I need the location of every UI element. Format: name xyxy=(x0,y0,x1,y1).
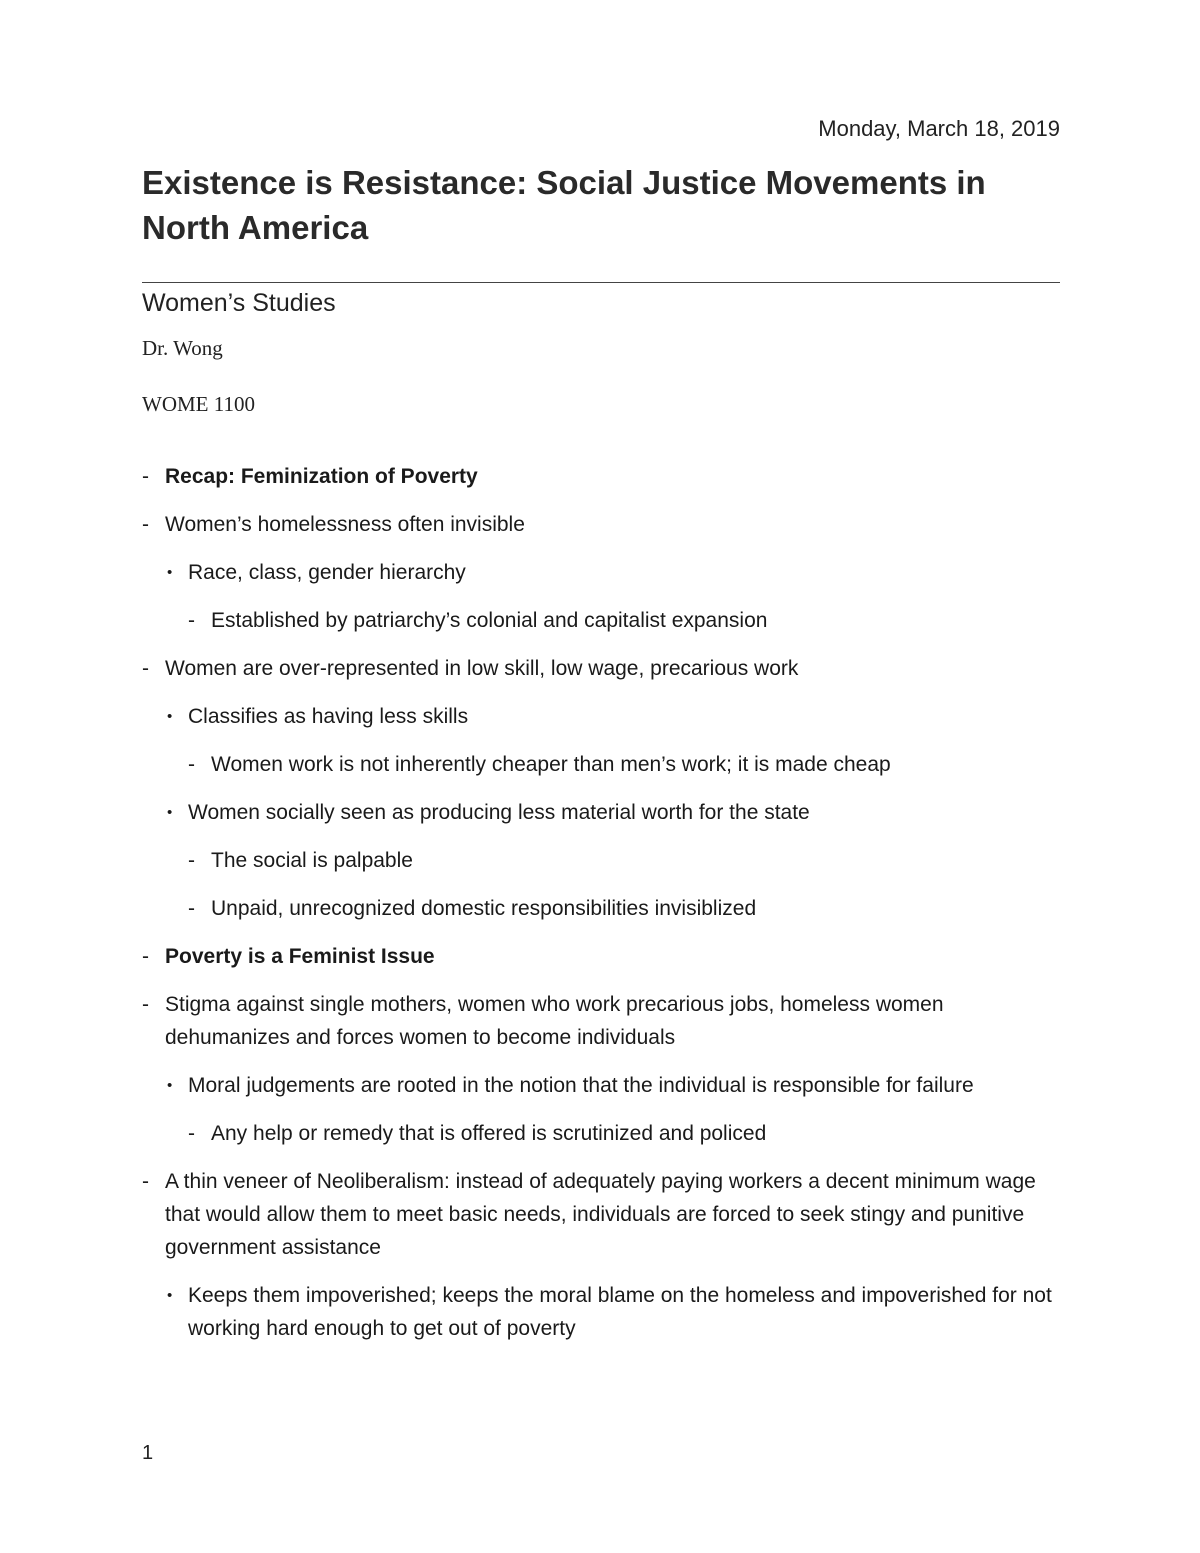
dash-marker: - xyxy=(188,897,195,920)
list-item xyxy=(142,796,1062,829)
list-item xyxy=(142,748,1062,781)
list-item-text: Women’s homelessness often invisible xyxy=(165,513,525,536)
bullet-marker: • xyxy=(167,708,173,725)
dash-marker: - xyxy=(142,993,149,1016)
dash-marker: - xyxy=(142,513,149,536)
bullet-marker: • xyxy=(167,564,173,581)
dash-marker: - xyxy=(188,609,195,632)
list-item-text: Classifies as having less skills xyxy=(188,705,469,728)
list-item xyxy=(142,460,1062,493)
subject-heading: Women’s Studies xyxy=(142,289,336,317)
list-item-text: Established by patriarchy’s colonial and capitalist expansion xyxy=(211,609,768,632)
dash-marker: - xyxy=(188,1122,195,1145)
list-item xyxy=(142,556,1062,589)
professor-name: Dr. Wong xyxy=(142,336,223,360)
course-code: WOME 1100 xyxy=(142,392,255,416)
list-item xyxy=(142,652,1062,685)
list-item xyxy=(142,1279,1062,1345)
dash-marker: - xyxy=(142,657,149,680)
list-item-text: Unpaid, unrecognized domestic responsibilities invisiblized xyxy=(211,897,757,920)
list-item xyxy=(142,940,1062,973)
list-item xyxy=(142,700,1062,733)
list-item xyxy=(142,892,1062,925)
list-item-text: Any help or remedy that is offered is scrutinized and policed xyxy=(211,1122,767,1145)
title-divider xyxy=(142,282,1060,283)
list-item-text: Keeps them impoverished; keeps the moral blame on the homeless and impoverished for not working hard enough to get out of poverty xyxy=(188,1284,1052,1340)
list-item xyxy=(142,1117,1062,1150)
list-item-text: Race, class, gender hierarchy xyxy=(188,561,466,584)
list-item-text: Women work is not inherently cheaper than men’s work; it is made cheap xyxy=(211,753,891,776)
list-item-text: Moral judgements are rooted in the notion that the individual is responsible for failure xyxy=(188,1074,974,1097)
dash-marker: - xyxy=(142,945,149,968)
lecture-date: Monday, March 18, 2019 xyxy=(818,116,1060,141)
list-item-text: A thin veneer of Neoliberalism: instead of adequately paying workers a decent minimum wage that would allow them to meet basic needs, individuals are forced to seek stingy and punitive government assistance xyxy=(165,1170,1036,1259)
list-item xyxy=(142,1069,1062,1102)
dash-marker: - xyxy=(142,465,149,488)
list-item xyxy=(142,1165,1062,1264)
page-title: Existence is Resistance: Social Justice Movements in North America xyxy=(142,164,986,246)
bullet-marker: • xyxy=(167,1287,173,1304)
dash-marker: - xyxy=(188,849,195,872)
lecture-notes-list xyxy=(142,460,1062,1360)
list-item-text: Stigma against single mothers, women who work precarious jobs, homeless women dehumanizes and forces women to become individuals xyxy=(165,993,944,1049)
list-item xyxy=(142,604,1062,637)
list-item-text: Women are over-represented in low skill, low wage, precarious work xyxy=(165,657,799,680)
list-item xyxy=(142,508,1062,541)
dash-marker: - xyxy=(188,753,195,776)
dash-marker: - xyxy=(142,1170,149,1193)
bullet-marker: • xyxy=(167,804,173,821)
list-item-text: Women socially seen as producing less material worth for the state xyxy=(188,801,810,824)
list-item xyxy=(142,988,1062,1054)
list-item-text: Poverty is a Feminist Issue xyxy=(165,945,435,968)
list-item-text: Recap: Feminization of Poverty xyxy=(165,465,478,488)
list-item xyxy=(142,844,1062,877)
bullet-marker: • xyxy=(167,1077,173,1094)
list-item-text: The social is palpable xyxy=(211,849,413,872)
page-number: 1 xyxy=(142,1442,154,1464)
